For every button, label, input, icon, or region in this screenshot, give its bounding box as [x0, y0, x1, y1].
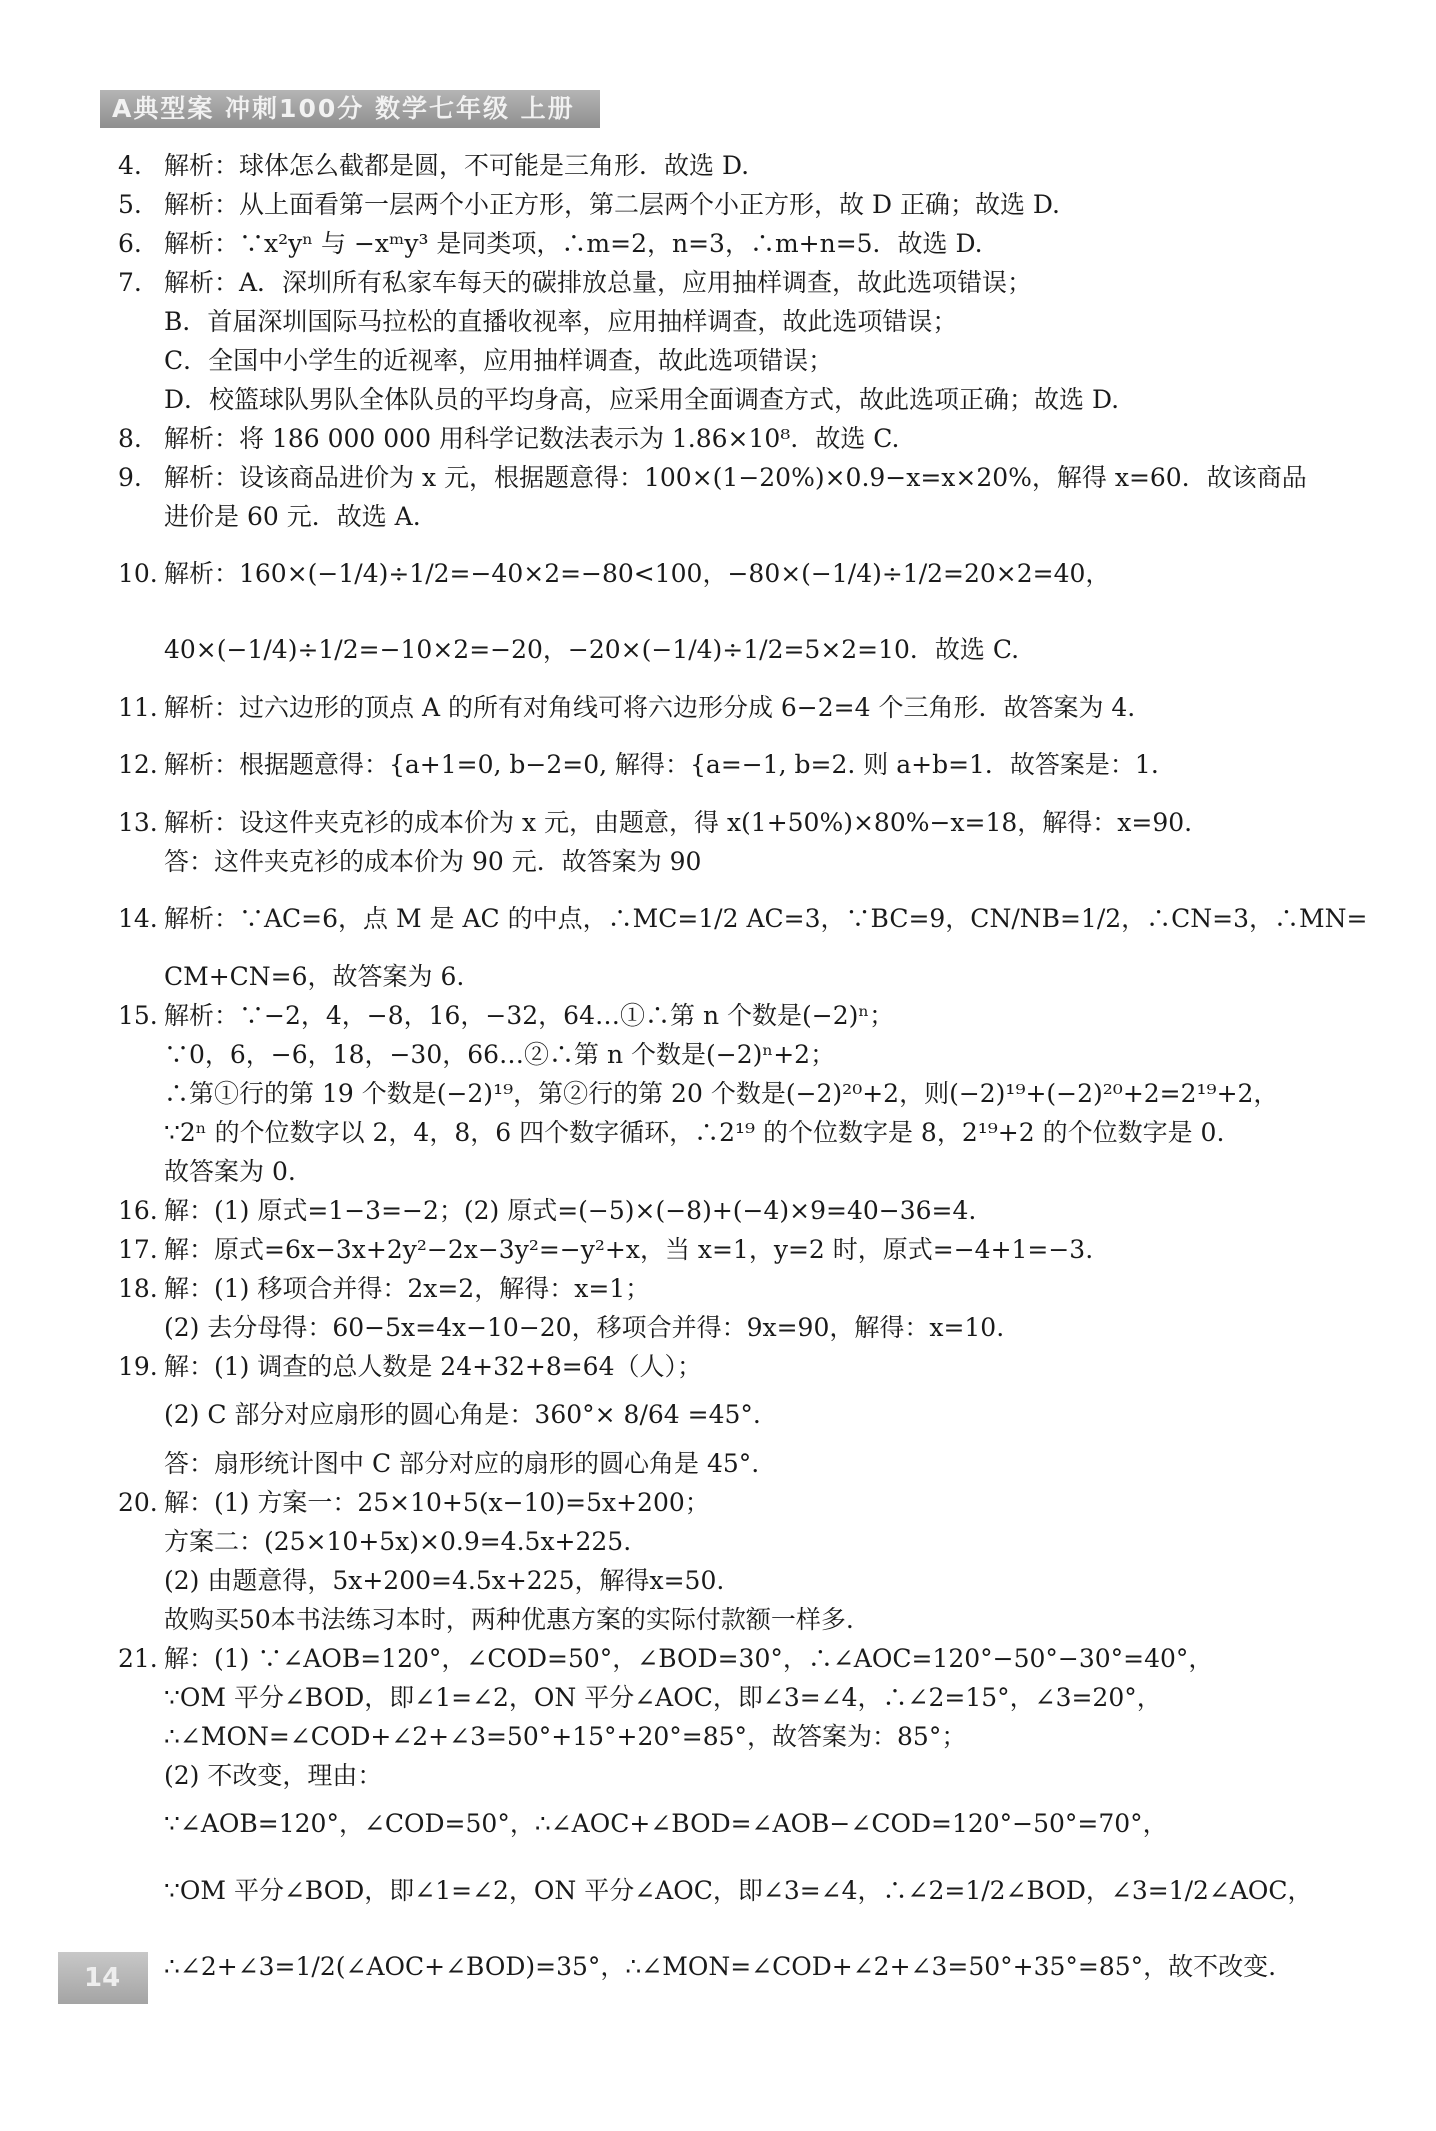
answer-line	[118, 224, 1318, 263]
answer-line	[118, 881, 1368, 957]
answer-text: 解析：160×(−1/4)÷1/2=−40×2=−80<100，−80×(−1/4)÷1/2=20×2=40，	[164, 559, 1111, 588]
answer-text: CM+CN=6，故答案为 6.	[164, 962, 465, 991]
header-banner: A典型案 冲刺100分 数学七年级 上册	[100, 90, 600, 128]
question-number: 4.	[118, 151, 142, 180]
page-number: 14	[58, 1952, 148, 2004]
answer-line	[118, 1035, 1318, 1074]
answer-text: 40×(−1/4)÷1/2=−10×2=−20，−20×(−1/4)÷1/2=5×2=10．故选 C.	[164, 635, 1020, 664]
answer-line	[118, 727, 1318, 803]
answer-text: ∴第①行的第 19 个数是(−2)¹⁹，第②行的第 20 个数是(−2)²⁰+2，则(−2)¹⁹+(−2)²⁰+2=2¹⁹+2，	[164, 1079, 1279, 1108]
answer-line	[118, 1717, 1318, 1756]
question-number: 8.	[118, 424, 142, 453]
answer-line	[118, 1347, 1318, 1386]
question-number: 14.	[118, 904, 158, 933]
answer-line	[118, 612, 1318, 688]
answer-line	[118, 1113, 1318, 1152]
answer-text: D．校篮球队男队全体队员的平均身高，应采用全面调查方式，故此选项正确；故选 D.	[164, 385, 1120, 414]
answer-line	[118, 419, 1318, 458]
answer-text: (2) 由题意得，5x+200=4.5x+225，解得x=50.	[164, 1566, 725, 1595]
answer-text: 解析：∵x²yⁿ 与 −xᵐy³ 是同类项，∴m=2，n=3，∴m+n=5．故选 D.	[164, 229, 983, 258]
answer-line	[118, 1230, 1318, 1269]
answer-line	[118, 185, 1318, 224]
answer-text: C．全国中小学生的近视率，应用抽样调查，故此选项错误；	[164, 346, 834, 375]
question-number: 11.	[118, 693, 158, 722]
answer-text: (2) C 部分对应扇形的圆心角是：360°× 8/64 =45°.	[164, 1400, 761, 1429]
question-number: 6.	[118, 229, 142, 258]
answer-text: ∴∠2+∠3=1/2(∠AOC+∠BOD)=35°，∴∠MON=∠COD+∠2+∠3=50°+35°=85°，故不改变.	[164, 1952, 1277, 1981]
answer-text: 解析：过六边形的顶点 A 的所有对角线可将六边形分成 6−2=4 个三角形．故答案为 4.	[164, 693, 1136, 722]
answer-text: 解析：将 186 000 000 用科学记数法表示为 1.86×10⁸．故选 C.	[164, 424, 900, 453]
answer-text: ∴∠MON=∠COD+∠2+∠3=50°+15°+20°=85°，故答案为：85°；	[164, 1722, 967, 1751]
answer-text: 解析：根据题意得：{a+1=0, b−2=0, 解得：{a=−1, b=2. 则 a+b=1．故答案是：1.	[164, 750, 1159, 779]
answer-line	[118, 1074, 1318, 1113]
answer-line	[118, 1386, 1318, 1444]
answer-text: ∵OM 平分∠BOD，即∠1=∠2，ON 平分∠AOC，即∠3=∠4，∴∠2=15°，∠3=20°，	[164, 1683, 1162, 1712]
answer-text: 解析：从上面看第一层两个小正方形，第二层两个小正方形，故 D 正确；故选 D.	[164, 190, 1060, 219]
answer-text: 答：扇形统计图中 C 部分对应的扇形的圆心角是 45°.	[164, 1449, 760, 1478]
answer-line	[118, 1929, 1318, 2005]
answer-text-block	[118, 146, 1368, 2005]
answer-text: ∵0，6，−6，18，−30，66…②∴第 n 个数是(−2)ⁿ+2；	[164, 1040, 836, 1069]
question-number: 18.	[118, 1274, 158, 1303]
answer-line	[118, 842, 1318, 881]
question-number: 20.	[118, 1488, 158, 1517]
answer-text: 解析：∵−2，4，−8，16，−32，64…①∴第 n 个数是(−2)ⁿ；	[164, 1001, 895, 1030]
answer-line	[118, 1600, 1318, 1639]
answer-line	[118, 458, 1318, 497]
answer-text: 解：(1) 方案一：25×10+5(x−10)=5x+200；	[164, 1488, 710, 1517]
answer-line	[118, 1795, 1318, 1853]
answer-line	[118, 957, 1318, 996]
question-number: 10.	[118, 559, 158, 588]
answer-text: (2) 去分母得：60−5x=4x−10−20，移项合并得：9x=90，解得：x=10.	[164, 1313, 1005, 1342]
answer-line	[118, 1444, 1318, 1483]
answer-text: 方案二：(25×10+5x)×0.9=4.5x+225.	[164, 1527, 632, 1556]
answer-line	[118, 1561, 1318, 1600]
answer-line	[118, 146, 1318, 185]
question-number: 7.	[118, 268, 142, 297]
answer-line	[118, 341, 1318, 380]
question-number: 17.	[118, 1235, 158, 1264]
answer-line	[118, 380, 1318, 419]
question-number: 16.	[118, 1196, 158, 1225]
answer-text: (2) 不改变，理由：	[164, 1761, 383, 1790]
answer-line	[118, 1152, 1318, 1191]
answer-text: 故购买50本书法练习本时，两种优惠方案的实际付款额一样多.	[164, 1605, 854, 1634]
answer-line	[118, 1269, 1318, 1308]
answer-text: B．首届深圳国际马拉松的直播收视率，应用抽样调查，故此选项错误；	[164, 307, 958, 336]
answer-text: 解：(1) 原式=1−3=−2；(2) 原式=(−5)×(−8)+(−4)×9=40−36=4.	[164, 1196, 977, 1225]
answer-line	[118, 1308, 1318, 1347]
answer-line	[118, 1756, 1318, 1795]
answer-line	[118, 996, 1318, 1035]
answer-line	[118, 688, 1318, 727]
question-number: 9.	[118, 463, 142, 492]
answer-line	[118, 263, 1318, 302]
question-number: 21.	[118, 1644, 158, 1673]
answer-text: 解：(1) 移项合并得：2x=2，解得：x=1；	[164, 1274, 651, 1303]
answer-text: 解：原式=6x−3x+2y²−2x−3y²=−y²+x，当 x=1，y=2 时，原式=−4+1=−3.	[164, 1235, 1094, 1264]
answer-text: 答：这件夹克衫的成本价为 90 元．故答案为 90	[164, 847, 702, 876]
answer-text: 进价是 60 元．故选 A.	[164, 502, 421, 531]
answer-line	[118, 1522, 1318, 1561]
question-number: 13.	[118, 808, 158, 837]
answer-line	[118, 302, 1318, 341]
answer-text: 解析：A．深圳所有私家车每天的碳排放总量，应用抽样调查，故此选项错误；	[164, 268, 1033, 297]
answer-text: 故答案为 0.	[164, 1157, 296, 1186]
answer-text: 解析：设该商品进价为 x 元，根据题意得：100×(1−20%)×0.9−x=x×20%，解得 x=60．故该商品	[164, 463, 1307, 492]
answer-text: 解：(1) ∵∠AOB=120°，∠COD=50°，∠BOD=30°，∴∠AOC=120°−50°−30°=40°，	[164, 1644, 1214, 1673]
answer-line	[118, 1483, 1318, 1522]
answer-line	[118, 536, 1318, 612]
answer-text: ∵OM 平分∠BOD，即∠1=∠2，ON 平分∠AOC，即∠3=∠4，∴∠2=1/2∠BOD，∠3=1/2∠AOC，	[164, 1876, 1313, 1905]
answer-line	[118, 1639, 1318, 1678]
answer-line	[118, 1853, 1318, 1929]
answer-line	[118, 497, 1318, 536]
answer-text: 解析：∵AC=6，点 M 是 AC 的中点，∴MC=1/2 AC=3，∵BC=9，CN/NB=1/2，∴CN=3，∴MN=	[164, 904, 1368, 933]
question-number: 12.	[118, 750, 158, 779]
answer-line	[118, 1678, 1318, 1717]
answer-text: ∵2ⁿ 的个位数字以 2，4，8，6 四个数字循环，∴2¹⁹ 的个位数字是 8，2¹⁹+2 的个位数字是 0.	[164, 1118, 1225, 1147]
answer-text: 解析：球体怎么截都是圆，不可能是三角形．故选 D.	[164, 151, 750, 180]
question-number: 15.	[118, 1001, 158, 1030]
answer-line	[118, 1191, 1318, 1230]
answer-line	[118, 803, 1318, 842]
question-number: 5.	[118, 190, 142, 219]
question-number: 19.	[118, 1352, 158, 1381]
answer-text: ∵∠AOB=120°，∠COD=50°，∴∠AOC+∠BOD=∠AOB−∠COD=120°−50°=70°，	[164, 1809, 1168, 1838]
answer-text: 解析：设这件夹克衫的成本价为 x 元，由题意，得 x(1+50%)×80%−x=18，解得：x=90.	[164, 808, 1193, 837]
answer-text: 解：(1) 调查的总人数是 24+32+8=64（人）；	[164, 1352, 702, 1381]
